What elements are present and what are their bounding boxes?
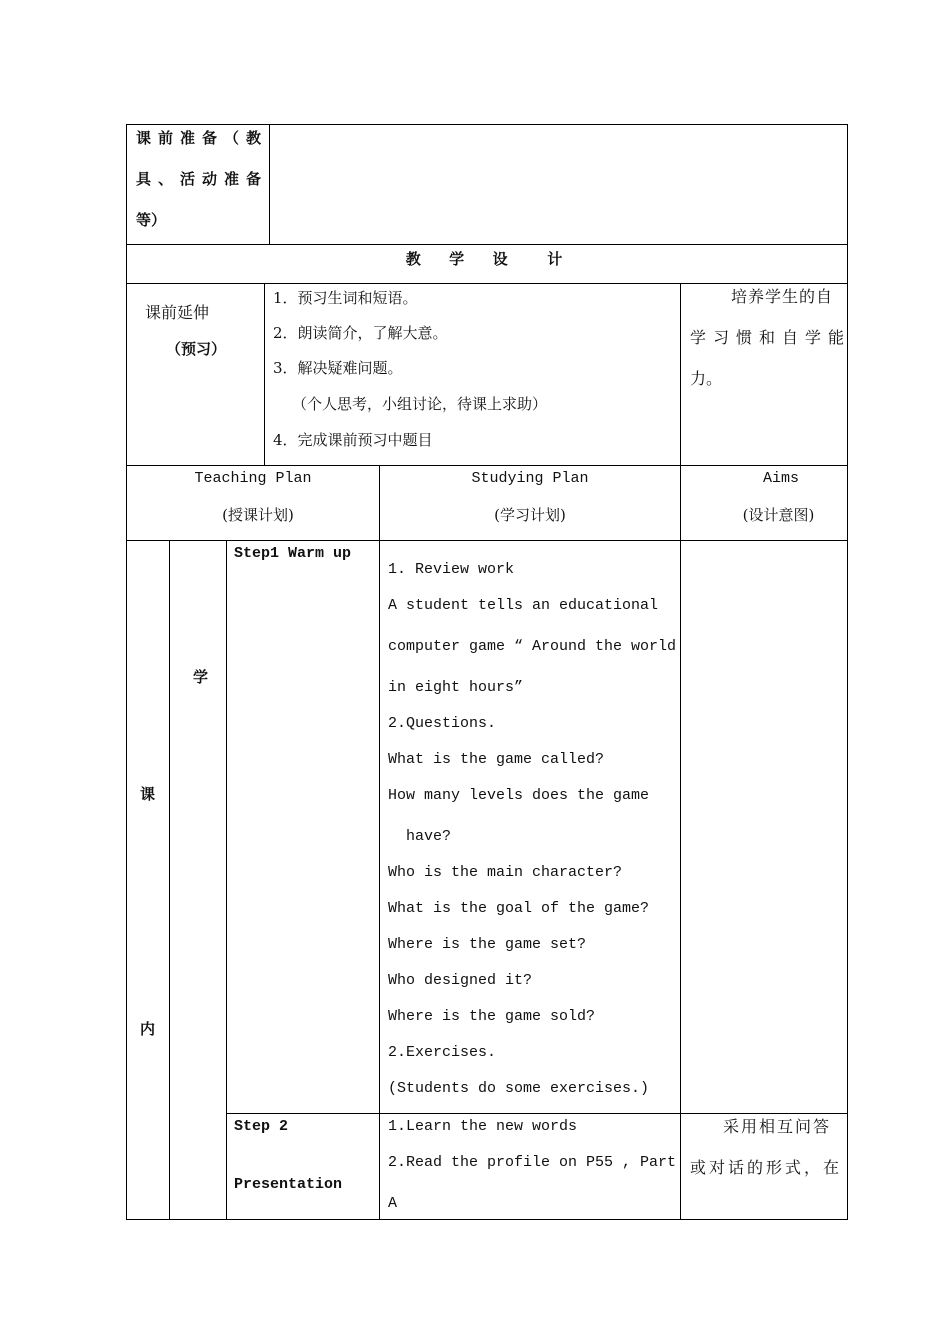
header-aims-cn: (设计意图) (742, 506, 815, 524)
preview-item: 2．朗读简介，了解大意。 (273, 324, 448, 342)
side-label-bottom: 内 (140, 1020, 156, 1038)
preview-aim-line1: 培养学生的自 (731, 287, 834, 306)
row-divider (227, 1113, 848, 1114)
step1-line: in eight hours” (388, 679, 524, 696)
step1-line: Who is the main character? (388, 864, 623, 881)
col-divider (680, 283, 681, 1220)
step1-line: have? (388, 828, 452, 845)
step2-line: A (388, 1195, 398, 1212)
step1-line: 1. Review work (388, 561, 515, 578)
step1-line: Where is the game sold? (388, 1008, 596, 1025)
step1-line: 2.Exercises. (388, 1044, 497, 1061)
step1-line: Where is the game set? (388, 936, 587, 953)
prep-label-line3: 等） (136, 211, 167, 229)
prep-label-line2: 具、活动准备 (136, 170, 269, 188)
side-label-study: 学 (193, 668, 209, 686)
row-divider (126, 540, 848, 541)
preview-label-line2: （预习） (166, 340, 227, 358)
step1-line: What is the game called? (388, 751, 605, 768)
table-border-top (126, 124, 848, 125)
col-divider (269, 124, 270, 245)
col-divider (226, 540, 227, 1220)
preview-item: （个人思考，小组讨论，待课上求助） (292, 395, 548, 413)
step1-line: (Students do some exercises.) (388, 1080, 650, 1097)
side-label-top: 课 (140, 785, 156, 803)
header-teaching-plan: Teaching Plan (194, 470, 312, 487)
header-studying-plan-cn: (学习计划) (494, 506, 566, 524)
col-divider (379, 465, 380, 1220)
step2-title-line1: Step 2 (234, 1118, 289, 1135)
step1-line: What is the goal of the game? (388, 900, 650, 917)
step1-line: How many levels does the game (388, 787, 650, 804)
preview-item: 1．预习生词和短语。 (273, 289, 418, 307)
preview-item: 3．解决疑难问题。 (273, 359, 403, 377)
step2-line: 2.Read the profile on P55 , Part (388, 1154, 677, 1171)
step2-line: 1.Learn the new words (388, 1118, 578, 1135)
col-divider (169, 540, 170, 1220)
preview-aim-line2: 学习惯和自学能 (690, 328, 852, 347)
preview-label-line1: 课前延伸 (145, 303, 210, 322)
row-divider (126, 283, 848, 284)
step1-line: A student tells an educational (388, 597, 659, 614)
preview-item: 4．完成课前预习中题目 (273, 431, 433, 449)
col-divider (264, 283, 265, 466)
step1-line: computer game “ Around the world (388, 638, 677, 655)
table-border-left (126, 124, 127, 1220)
table-border-bottom (126, 1219, 848, 1220)
preview-aim-line3: 力。 (690, 369, 723, 388)
design-heading: 教 学 设 计 (405, 250, 569, 268)
step1-line: Who designed it? (388, 972, 533, 989)
step2-title-line2: Presentation (234, 1176, 343, 1193)
step2-aim-line2: 或对话的形式，在 (690, 1158, 843, 1177)
prep-label-line1: 课前准备（教 (136, 129, 269, 147)
header-teaching-plan-cn: (授课计划) (222, 506, 294, 524)
header-aims: Aims (762, 470, 799, 487)
step1-line: 2.Questions. (388, 715, 497, 732)
row-divider (126, 465, 848, 466)
header-studying-plan: Studying Plan (471, 470, 589, 487)
table-border-right (847, 124, 848, 1220)
step1-title: Step1 Warm up (234, 545, 352, 562)
row-divider (126, 244, 848, 245)
step2-aim-line1: 采用相互问答 (723, 1117, 832, 1136)
